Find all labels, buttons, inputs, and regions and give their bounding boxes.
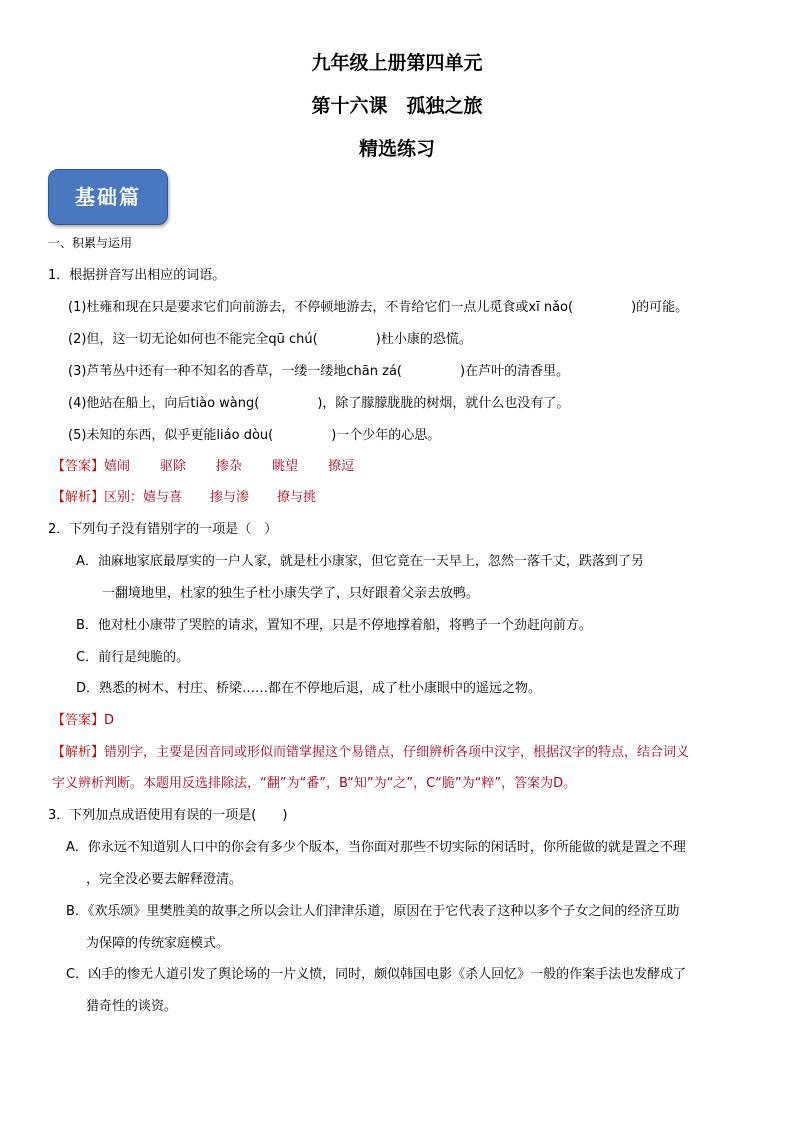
q1-item-5 (68, 428, 440, 444)
q1-analysis-1: 区别：嬉与喜 (104, 490, 183, 505)
q3-option-c-cont: 猎奇性的谈资。 (86, 999, 178, 1014)
q2-answer-value: D (104, 713, 115, 728)
q1-item-4 (68, 396, 569, 412)
analysis-tag: 【解析】 (52, 490, 105, 505)
q3-stem: 3．下列加点成语使用有误的一项是( ) (48, 808, 288, 823)
q1-item-3-post: )在芦叶的清香里。 (460, 364, 570, 379)
q1-analysis-3: 撩与挑 (277, 490, 317, 505)
q1-item-2-pre: (2)但，这一切无论如何也不能完全qū chú( (68, 332, 318, 347)
q1-answer-3: 掺杂 (216, 459, 243, 474)
analysis-tag: 【解析】 (52, 745, 105, 760)
answer-tag: 【答案】 (52, 713, 105, 728)
q1-analysis-2: 掺与渗 (210, 490, 250, 505)
q3-option-a-cont: ，完全没必要去解释澄清。 (86, 872, 243, 887)
q1-item-5-pre: (5)未知的东西，似乎更能liáo dòu( (68, 428, 274, 443)
q3-option-b-cont: 为保障的传统家庭模式。 (86, 936, 230, 951)
q1-answer-1: 嬉闹 (104, 459, 131, 474)
q2-analysis-text-1: 错别字，主要是因音同或形似而错掌握这个易错点，仔细辨析各项中汉字，根据汉字的特点，结合词义 (104, 745, 690, 760)
q2-option-b: B．他对杜小康带了哭腔的请求，置知不理，只是不停地撑着船，将鸭子一个劲赶向前方。 (76, 618, 592, 633)
q1-item-1 (68, 300, 688, 316)
answer-tag: 【答案】 (52, 459, 105, 474)
q1-item-3 (68, 364, 569, 380)
q2-option-c: C．前行是纯脆的。 (76, 650, 190, 665)
q2-option-d: D．熟悉的树木、村庄、桥梁……都在不停地后退，成了杜小康眼中的遥远之物。 (76, 681, 542, 696)
q1-answer (52, 459, 354, 475)
lesson-title: 第十六课 孤独之旅 (311, 95, 483, 117)
q1-answer-5: 撩逗 (328, 459, 355, 474)
q2-answer (52, 713, 114, 729)
q1-item-2-post: )杜小康的恐慌。 (375, 332, 472, 347)
q2-stem: 2．下列句子没有错别字的一项是（ ） (48, 522, 278, 537)
q1-answer-2: 驱除 (160, 459, 187, 474)
unit-title: 九年级上册第四单元 (311, 52, 483, 74)
q2-option-a: A．油麻地家底最厚实的一户人家，就是杜小康家，但它竟在一天早上，忽然一落千丈，跌落到了另 (76, 554, 644, 569)
practice-title: 精选练习 (358, 138, 435, 160)
q2-option-a-cont: 一翻境地里，杜家的独生子杜小康失学了，只好跟着父亲去放鸭。 (102, 586, 480, 601)
q1-item-1-pre: (1)杜雍和现在只是要求它们向前游去，不停顿地游去，不肯给它们一点儿觅食或xī nǎo( (68, 300, 574, 315)
q3-option-a: A．你永远不知道别人口中的你会有多少个版本，当你面对那些不切实际的闲话时，你所能做的就是置之不理 (66, 840, 686, 855)
q1-item-2 (68, 332, 472, 348)
q1-item-1-post: )的可能。 (631, 300, 689, 315)
q1-item-3-pre: (3)芦苇丛中还有一种不知名的香草，一缕一缕地chān zá( (68, 364, 403, 379)
q1-item-4-pre: (4)他站在船上，向后tiào wàng( (68, 396, 260, 411)
q3-option-c: C．凶手的惨无人道引发了舆论场的一片义愤，同时，颇似韩国电影《杀人回忆》一般的作案手法也发酵成了 (66, 967, 687, 982)
q1-answer-4: 眺望 (272, 459, 299, 474)
q2-analysis-line-1 (52, 745, 689, 761)
section-heading: 一、积累与运用 (48, 236, 133, 250)
q1-item-4-post: )，除了朦朦胧胧的树烟，就什么也没有了。 (317, 396, 570, 411)
q1-analysis (52, 490, 316, 506)
q1-item-5-post: )一个少年的心思。 (331, 428, 441, 443)
q1-stem: 1．根据拼音写出相应的词语。 (48, 268, 226, 283)
q3-option-b: B．《欢乐颂》里樊胜美的故事之所以会让人们津津乐道，原因在于它代表了这种以多个子女之间的经济互助 (66, 904, 680, 919)
basic-section-badge: 基础篇 (48, 169, 168, 225)
q2-analysis-line-2: 字义辨析判断。本题用反选排除法，“翻”为“番”，B“知”为“之”，C“脆”为“粹”，答案为D。 (52, 776, 577, 791)
